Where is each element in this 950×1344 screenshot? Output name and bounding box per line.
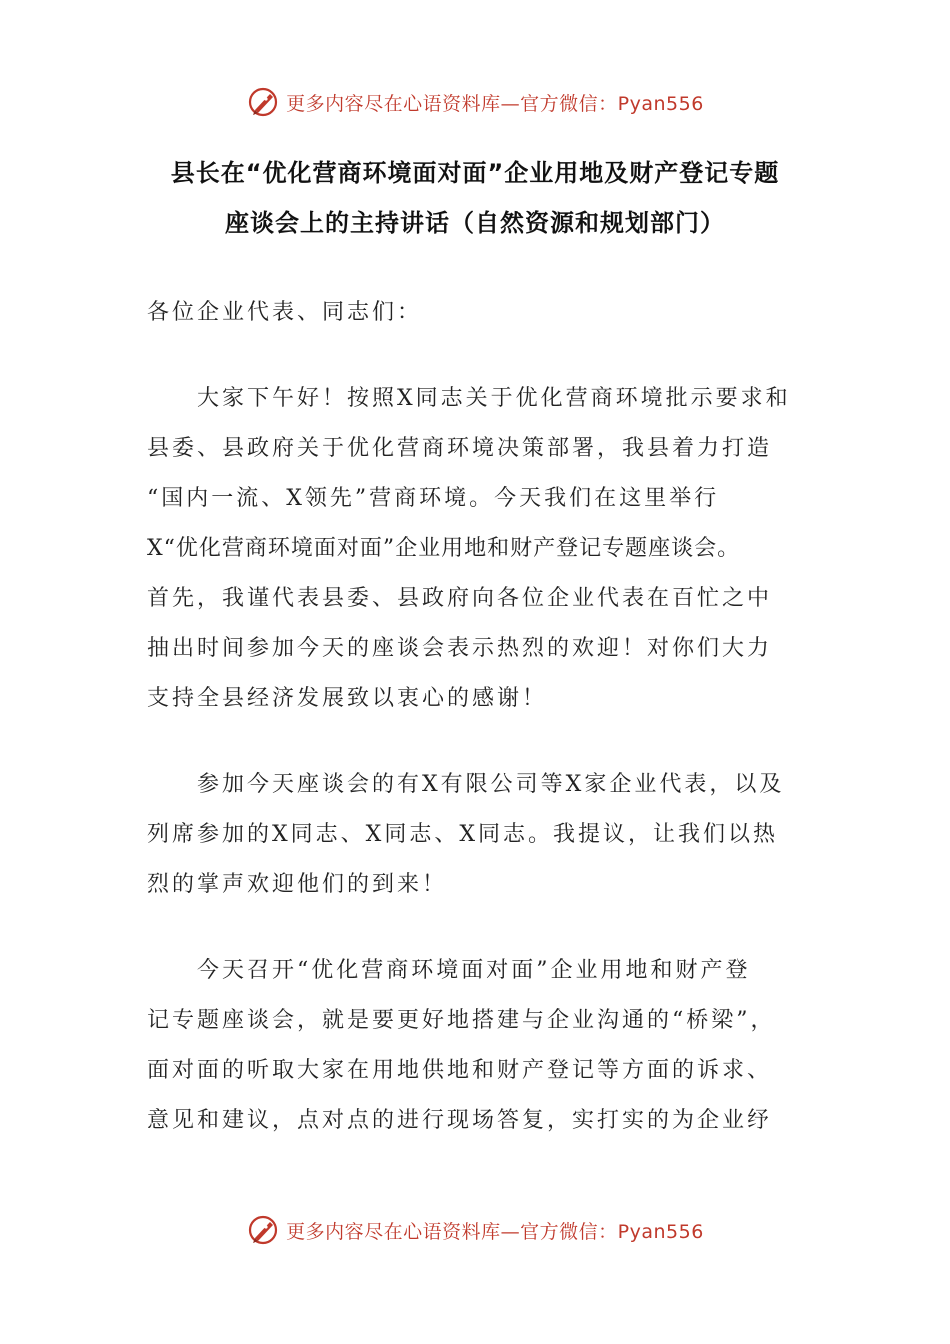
header-wechat-id: Pyan556 xyxy=(617,92,704,115)
footer-banner xyxy=(0,1210,950,1250)
document-body xyxy=(147,288,817,1146)
header-banner-text: 更多内容尽在心语资料库—官方微信：Pyan556 xyxy=(286,92,704,115)
paragraph-3 xyxy=(147,946,817,1146)
footer-banner-text: 更多内容尽在心语资料库—官方微信：Pyan556 xyxy=(286,1220,704,1243)
paragraph-line: 抽出时间参加今天的座谈会表示热烈的欢迎！对你们大力 xyxy=(147,636,773,661)
paragraph-line: X“优化营商环境面对面”企业用地和财产登记专题座谈会。 xyxy=(147,536,741,561)
paragraph-line: 县委、县政府关于优化营商环境决策部署，我县着力打造 xyxy=(147,436,773,461)
document-title-line-2: 座谈会上的主持讲话（自然资源和规划部门） xyxy=(225,209,725,237)
paragraph-line: 面对面的听取大家在用地供地和财产登记等方面的诉求、 xyxy=(147,1058,773,1083)
footer-wechat-id: Pyan556 xyxy=(617,1220,704,1243)
paragraph-line: 大家下午好！按照X同志关于优化营商环境批示要求和 xyxy=(197,386,791,411)
paragraph-line: 参加今天座谈会的有X有限公司等X家企业代表，以及 xyxy=(197,772,785,797)
paragraph-line: 列席参加的X同志、X同志、X同志。我提议，让我们以热 xyxy=(147,822,778,847)
pen-circle-icon xyxy=(246,85,280,119)
paragraph-line: 首先，我谨代表县委、县政府向各位企业代表在百忙之中 xyxy=(147,586,773,611)
document-title-line-1: 县长在“优化营商环境面对面”企业用地及财产登记专题 xyxy=(170,159,780,187)
paragraph-line: 烈的掌声欢迎他们的到来！ xyxy=(147,872,448,897)
paragraph-line: 支持全县经济发展致以衷心的感谢！ xyxy=(147,686,548,711)
paragraph-2 xyxy=(147,760,817,910)
paragraph-line: 今天召开“优化营商环境面对面”企业用地和财产登 xyxy=(197,958,751,983)
paragraph-line: 意见和建议，点对点的进行现场答复，实打实的为企业纾 xyxy=(147,1108,773,1133)
paragraph-line: “国内一流、X领先”营商环境。今天我们在这里举行 xyxy=(147,486,720,511)
header-banner xyxy=(0,82,950,122)
paragraph-1 xyxy=(147,374,817,724)
pen-circle-icon xyxy=(246,1213,280,1247)
paragraph-line: 记专题座谈会，就是要更好地搭建与企业沟通的“桥梁”， xyxy=(147,1008,776,1033)
salutation: 各位企业代表、同志们： xyxy=(147,300,423,325)
